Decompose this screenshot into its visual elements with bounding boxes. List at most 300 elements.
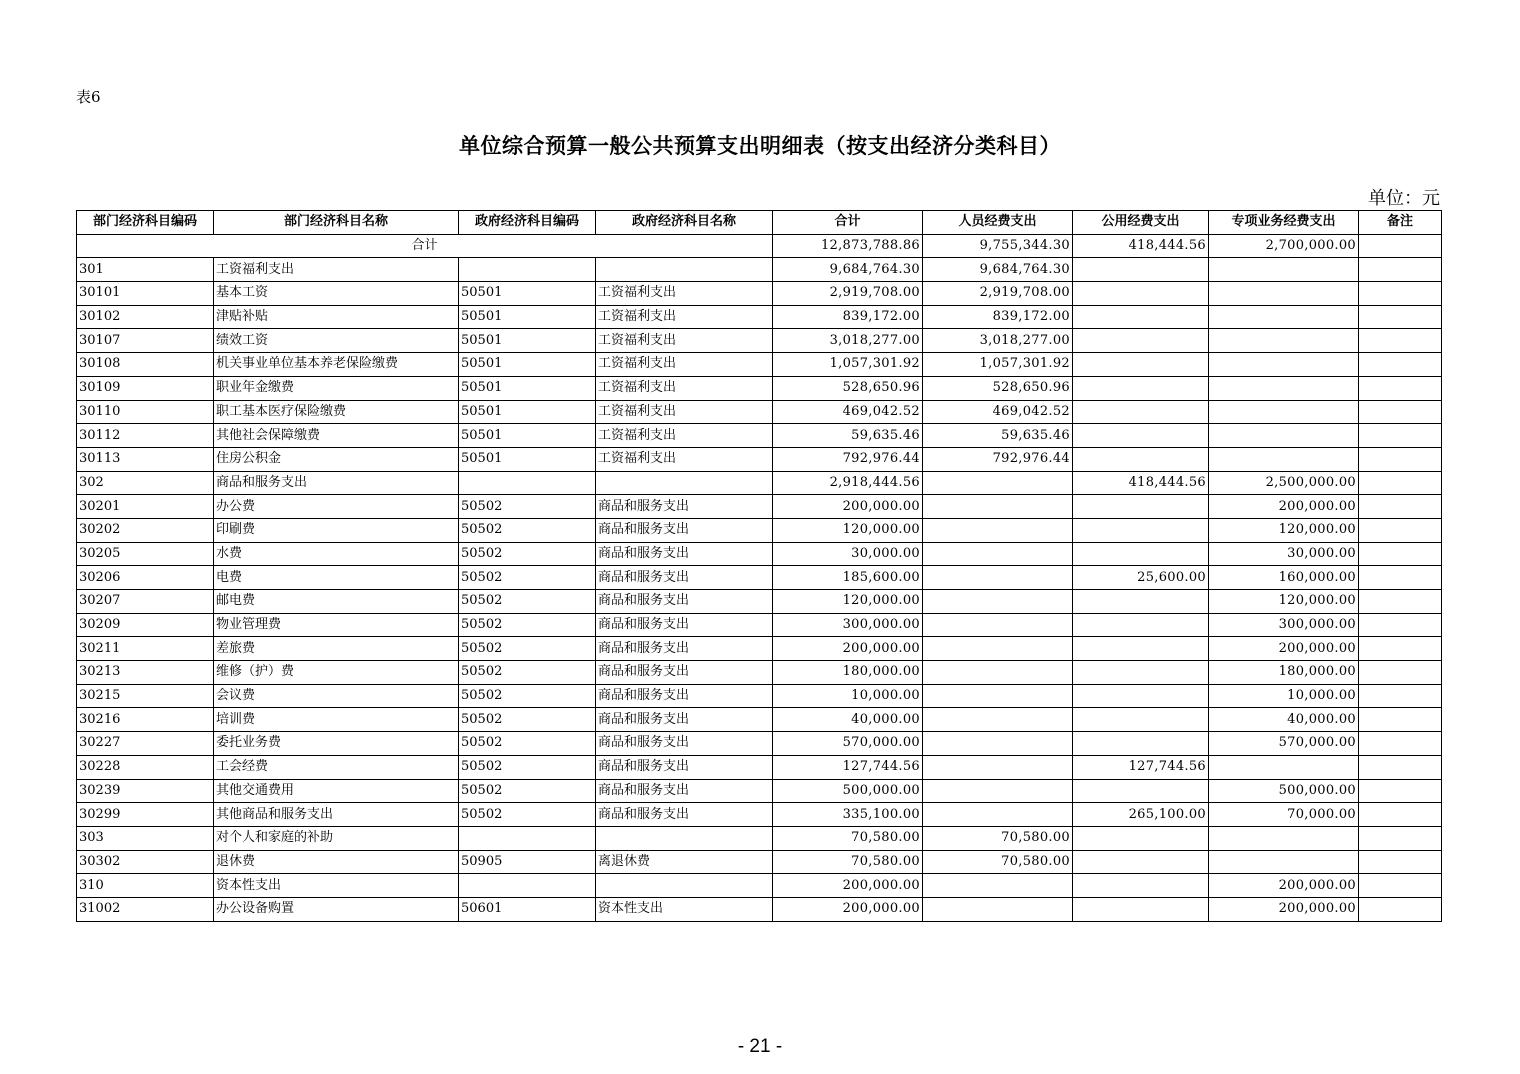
dept-name-cell: 津贴补贴	[214, 305, 459, 329]
gov-name-cell: 工资福利支出	[596, 424, 773, 448]
note-cell	[1359, 566, 1442, 590]
dept-name-cell: 培训费	[214, 708, 459, 732]
note-cell	[1359, 613, 1442, 637]
table-row	[77, 424, 1442, 448]
total-cell: 3,018,277.00	[773, 329, 923, 353]
personnel-cell	[923, 566, 1073, 590]
table-row	[77, 897, 1442, 921]
page-title: 单位综合预算一般公共预算支出明细表（按支出经济分类科目）	[459, 134, 1061, 158]
public-cell	[1073, 282, 1209, 306]
personnel-cell: 3,018,277.00	[923, 329, 1073, 353]
total-cell: 180,000.00	[773, 661, 923, 685]
header-row	[77, 211, 1442, 235]
header-gov-code: 政府经济科目编码	[459, 211, 596, 235]
table-row	[77, 613, 1442, 637]
dept-name-cell: 职工基本医疗保险缴费	[214, 400, 459, 424]
total-personnel: 9,755,344.30	[923, 234, 1073, 258]
gov-code-cell	[459, 826, 596, 850]
public-cell	[1073, 613, 1209, 637]
special-cell: 200,000.00	[1209, 874, 1359, 898]
gov-code-cell: 50502	[459, 684, 596, 708]
note-cell	[1359, 424, 1442, 448]
total-cell: 40,000.00	[773, 708, 923, 732]
dept-code-cell: 30228	[77, 755, 214, 779]
gov-name-cell: 离退休费	[596, 850, 773, 874]
note-cell	[1359, 542, 1442, 566]
public-cell	[1073, 305, 1209, 329]
gov-code-cell	[459, 874, 596, 898]
table-row	[77, 282, 1442, 306]
gov-code-cell: 50601	[459, 897, 596, 921]
gov-code-cell: 50502	[459, 495, 596, 519]
gov-name-cell: 商品和服务支出	[596, 590, 773, 614]
dept-code-cell: 30299	[77, 803, 214, 827]
dept-code-cell: 30216	[77, 708, 214, 732]
gov-code-cell: 50502	[459, 566, 596, 590]
public-cell	[1073, 637, 1209, 661]
personnel-cell	[923, 637, 1073, 661]
dept-name-cell: 水费	[214, 542, 459, 566]
note-cell	[1359, 495, 1442, 519]
special-cell: 70,000.00	[1209, 803, 1359, 827]
total-cell: 335,100.00	[773, 803, 923, 827]
dept-name-cell: 资本性支出	[214, 874, 459, 898]
gov-code-cell: 50501	[459, 447, 596, 471]
table-row	[77, 447, 1442, 471]
total-note	[1359, 234, 1442, 258]
personnel-cell	[923, 684, 1073, 708]
gov-name-cell: 商品和服务支出	[596, 732, 773, 756]
personnel-cell	[923, 495, 1073, 519]
table-label: 表6	[76, 88, 101, 106]
total-cell: 127,744.56	[773, 755, 923, 779]
public-cell	[1073, 732, 1209, 756]
personnel-cell: 469,042.52	[923, 400, 1073, 424]
dept-code-cell: 301	[77, 258, 214, 282]
table-row	[77, 258, 1442, 282]
table-row	[77, 850, 1442, 874]
gov-code-cell: 50501	[459, 400, 596, 424]
gov-name-cell: 工资福利支出	[596, 282, 773, 306]
personnel-cell	[923, 518, 1073, 542]
gov-name-cell: 商品和服务支出	[596, 684, 773, 708]
table-row	[77, 305, 1442, 329]
table-row	[77, 353, 1442, 377]
special-cell: 10,000.00	[1209, 684, 1359, 708]
total-cell: 500,000.00	[773, 779, 923, 803]
table-row	[77, 590, 1442, 614]
personnel-cell	[923, 661, 1073, 685]
public-cell	[1073, 424, 1209, 448]
special-cell: 200,000.00	[1209, 495, 1359, 519]
total-cell: 2,918,444.56	[773, 471, 923, 495]
table-row	[77, 329, 1442, 353]
note-cell	[1359, 779, 1442, 803]
special-cell: 180,000.00	[1209, 661, 1359, 685]
note-cell	[1359, 637, 1442, 661]
table-row	[77, 826, 1442, 850]
dept-name-cell: 办公设备购置	[214, 897, 459, 921]
public-cell	[1073, 874, 1209, 898]
special-cell	[1209, 282, 1359, 306]
gov-code-cell: 50502	[459, 613, 596, 637]
dept-code-cell: 30209	[77, 613, 214, 637]
table-row	[77, 471, 1442, 495]
dept-code-cell: 30113	[77, 447, 214, 471]
special-cell	[1209, 305, 1359, 329]
header-gov-name: 政府经济科目名称	[596, 211, 773, 235]
total-cell: 469,042.52	[773, 400, 923, 424]
note-cell	[1359, 897, 1442, 921]
gov-code-cell: 50502	[459, 590, 596, 614]
total-cell: 792,976.44	[773, 447, 923, 471]
note-cell	[1359, 353, 1442, 377]
gov-name-cell: 工资福利支出	[596, 329, 773, 353]
table-row	[77, 779, 1442, 803]
total-cell: 10,000.00	[773, 684, 923, 708]
special-cell: 200,000.00	[1209, 637, 1359, 661]
note-cell	[1359, 708, 1442, 732]
note-cell	[1359, 282, 1442, 306]
personnel-cell: 1,057,301.92	[923, 353, 1073, 377]
dept-name-cell: 基本工资	[214, 282, 459, 306]
public-cell	[1073, 826, 1209, 850]
dept-code-cell: 30102	[77, 305, 214, 329]
note-cell	[1359, 471, 1442, 495]
dept-name-cell: 其他交通费用	[214, 779, 459, 803]
dept-name-cell: 办公费	[214, 495, 459, 519]
gov-name-cell: 商品和服务支出	[596, 566, 773, 590]
unit-label: 单位：元	[1368, 188, 1440, 209]
gov-code-cell: 50501	[459, 329, 596, 353]
personnel-cell: 70,580.00	[923, 850, 1073, 874]
header-dept-name: 部门经济科目名称	[214, 211, 459, 235]
gov-code-cell: 50502	[459, 803, 596, 827]
special-cell	[1209, 424, 1359, 448]
special-cell: 160,000.00	[1209, 566, 1359, 590]
personnel-cell	[923, 874, 1073, 898]
total-cell: 120,000.00	[773, 518, 923, 542]
gov-name-cell: 商品和服务支出	[596, 518, 773, 542]
dept-name-cell: 绩效工资	[214, 329, 459, 353]
gov-name-cell	[596, 258, 773, 282]
public-cell: 418,444.56	[1073, 471, 1209, 495]
budget-table	[76, 210, 1442, 922]
dept-code-cell: 30108	[77, 353, 214, 377]
special-cell	[1209, 755, 1359, 779]
gov-name-cell: 商品和服务支出	[596, 661, 773, 685]
dept-code-cell: 30302	[77, 850, 214, 874]
dept-code-cell: 30109	[77, 376, 214, 400]
total-cell: 528,650.96	[773, 376, 923, 400]
dept-name-cell: 商品和服务支出	[214, 471, 459, 495]
total-row	[77, 234, 1442, 258]
gov-name-cell: 工资福利支出	[596, 376, 773, 400]
special-cell	[1209, 400, 1359, 424]
gov-name-cell: 商品和服务支出	[596, 779, 773, 803]
table-row	[77, 803, 1442, 827]
public-cell: 265,100.00	[1073, 803, 1209, 827]
gov-name-cell: 商品和服务支出	[596, 755, 773, 779]
page-number: - 21 -	[737, 1036, 783, 1057]
personnel-cell	[923, 471, 1073, 495]
gov-code-cell: 50502	[459, 755, 596, 779]
special-cell	[1209, 826, 1359, 850]
public-cell	[1073, 518, 1209, 542]
gov-code-cell	[459, 258, 596, 282]
public-cell	[1073, 661, 1209, 685]
total-cell: 9,684,764.30	[773, 258, 923, 282]
gov-name-cell: 工资福利支出	[596, 400, 773, 424]
gov-name-cell	[596, 826, 773, 850]
note-cell	[1359, 826, 1442, 850]
table-row	[77, 755, 1442, 779]
dept-code-cell: 30206	[77, 566, 214, 590]
public-cell	[1073, 590, 1209, 614]
dept-name-cell: 电费	[214, 566, 459, 590]
personnel-cell	[923, 542, 1073, 566]
dept-name-cell: 机关事业单位基本养老保险缴费	[214, 353, 459, 377]
table-row	[77, 637, 1442, 661]
dept-code-cell: 30215	[77, 684, 214, 708]
gov-name-cell: 商品和服务支出	[596, 637, 773, 661]
special-cell: 30,000.00	[1209, 542, 1359, 566]
public-cell	[1073, 447, 1209, 471]
special-cell: 300,000.00	[1209, 613, 1359, 637]
gov-name-cell: 商品和服务支出	[596, 708, 773, 732]
special-cell	[1209, 353, 1359, 377]
personnel-cell: 9,684,764.30	[923, 258, 1073, 282]
gov-code-cell: 50502	[459, 732, 596, 756]
gov-name-cell: 商品和服务支出	[596, 495, 773, 519]
dept-code-cell: 30211	[77, 637, 214, 661]
total-cell: 570,000.00	[773, 732, 923, 756]
total-cell: 200,000.00	[773, 897, 923, 921]
gov-name-cell: 工资福利支出	[596, 353, 773, 377]
personnel-cell: 792,976.44	[923, 447, 1073, 471]
personnel-cell: 59,635.46	[923, 424, 1073, 448]
note-cell	[1359, 258, 1442, 282]
header-dept-code: 部门经济科目编码	[77, 211, 214, 235]
gov-code-cell: 50501	[459, 424, 596, 448]
personnel-cell	[923, 779, 1073, 803]
total-cell: 200,000.00	[773, 495, 923, 519]
dept-code-cell: 30110	[77, 400, 214, 424]
header-special: 专项业务经费支出	[1209, 211, 1359, 235]
public-cell	[1073, 376, 1209, 400]
table-row	[77, 684, 1442, 708]
public-cell	[1073, 542, 1209, 566]
public-cell	[1073, 684, 1209, 708]
personnel-cell	[923, 803, 1073, 827]
note-cell	[1359, 329, 1442, 353]
dept-name-cell: 印刷费	[214, 518, 459, 542]
personnel-cell: 839,172.00	[923, 305, 1073, 329]
dept-code-cell: 30207	[77, 590, 214, 614]
dept-name-cell: 差旅费	[214, 637, 459, 661]
personnel-cell	[923, 613, 1073, 637]
total-cell: 839,172.00	[773, 305, 923, 329]
personnel-cell	[923, 897, 1073, 921]
note-cell	[1359, 376, 1442, 400]
public-cell	[1073, 779, 1209, 803]
dept-code-cell: 30201	[77, 495, 214, 519]
personnel-cell	[923, 732, 1073, 756]
special-cell	[1209, 258, 1359, 282]
special-cell	[1209, 376, 1359, 400]
gov-name-cell: 商品和服务支出	[596, 803, 773, 827]
note-cell	[1359, 732, 1442, 756]
gov-code-cell: 50501	[459, 353, 596, 377]
total-label: 合计	[77, 234, 773, 258]
gov-code-cell: 50502	[459, 708, 596, 732]
dept-name-cell: 委托业务费	[214, 732, 459, 756]
note-cell	[1359, 518, 1442, 542]
public-cell	[1073, 495, 1209, 519]
dept-name-cell: 退休费	[214, 850, 459, 874]
total-cell: 120,000.00	[773, 590, 923, 614]
note-cell	[1359, 447, 1442, 471]
header-public: 公用经费支出	[1073, 211, 1209, 235]
personnel-cell: 2,919,708.00	[923, 282, 1073, 306]
note-cell	[1359, 400, 1442, 424]
note-cell	[1359, 874, 1442, 898]
table-row	[77, 732, 1442, 756]
special-cell: 200,000.00	[1209, 897, 1359, 921]
note-cell	[1359, 590, 1442, 614]
public-cell	[1073, 897, 1209, 921]
public-cell	[1073, 258, 1209, 282]
special-cell: 2,500,000.00	[1209, 471, 1359, 495]
table-row	[77, 400, 1442, 424]
note-cell	[1359, 755, 1442, 779]
special-cell	[1209, 850, 1359, 874]
personnel-cell	[923, 708, 1073, 732]
dept-code-cell: 30107	[77, 329, 214, 353]
table-row	[77, 661, 1442, 685]
total-cell: 185,600.00	[773, 566, 923, 590]
total-special: 2,700,000.00	[1209, 234, 1359, 258]
personnel-cell: 70,580.00	[923, 826, 1073, 850]
gov-code-cell: 50502	[459, 661, 596, 685]
special-cell: 40,000.00	[1209, 708, 1359, 732]
gov-code-cell: 50502	[459, 637, 596, 661]
gov-code-cell: 50502	[459, 542, 596, 566]
gov-code-cell	[459, 471, 596, 495]
table-row	[77, 708, 1442, 732]
table-row	[77, 518, 1442, 542]
note-cell	[1359, 803, 1442, 827]
total-cell: 59,635.46	[773, 424, 923, 448]
public-cell	[1073, 329, 1209, 353]
special-cell: 120,000.00	[1209, 518, 1359, 542]
total-cell: 70,580.00	[773, 850, 923, 874]
total-cell: 200,000.00	[773, 874, 923, 898]
gov-name-cell	[596, 874, 773, 898]
gov-name-cell: 商品和服务支出	[596, 613, 773, 637]
gov-name-cell: 商品和服务支出	[596, 542, 773, 566]
dept-name-cell: 职业年金缴费	[214, 376, 459, 400]
dept-code-cell: 302	[77, 471, 214, 495]
table-row	[77, 874, 1442, 898]
dept-code-cell: 31002	[77, 897, 214, 921]
dept-code-cell: 30213	[77, 661, 214, 685]
public-cell	[1073, 708, 1209, 732]
dept-name-cell: 维修（护）费	[214, 661, 459, 685]
dept-name-cell: 住房公积金	[214, 447, 459, 471]
public-cell: 127,744.56	[1073, 755, 1209, 779]
gov-code-cell: 50905	[459, 850, 596, 874]
gov-name-cell: 资本性支出	[596, 897, 773, 921]
gov-name-cell: 工资福利支出	[596, 447, 773, 471]
total-cell: 300,000.00	[773, 613, 923, 637]
table-row	[77, 495, 1442, 519]
total-cell: 30,000.00	[773, 542, 923, 566]
dept-name-cell: 工会经费	[214, 755, 459, 779]
dept-name-cell: 物业管理费	[214, 613, 459, 637]
total-cell: 70,580.00	[773, 826, 923, 850]
total-cell: 2,919,708.00	[773, 282, 923, 306]
table-row	[77, 566, 1442, 590]
dept-code-cell: 30227	[77, 732, 214, 756]
header-personnel: 人员经费支出	[923, 211, 1073, 235]
total-cell: 200,000.00	[773, 637, 923, 661]
dept-name-cell: 其他社会保障缴费	[214, 424, 459, 448]
note-cell	[1359, 305, 1442, 329]
note-cell	[1359, 684, 1442, 708]
dept-name-cell: 会议费	[214, 684, 459, 708]
gov-code-cell: 50502	[459, 779, 596, 803]
dept-code-cell: 303	[77, 826, 214, 850]
special-cell	[1209, 329, 1359, 353]
dept-code-cell: 310	[77, 874, 214, 898]
public-cell	[1073, 353, 1209, 377]
table-row	[77, 376, 1442, 400]
table-row	[77, 542, 1442, 566]
special-cell: 500,000.00	[1209, 779, 1359, 803]
personnel-cell	[923, 755, 1073, 779]
gov-code-cell: 50501	[459, 282, 596, 306]
dept-code-cell: 30239	[77, 779, 214, 803]
total-amount: 12,873,788.86	[773, 234, 923, 258]
dept-code-cell: 30202	[77, 518, 214, 542]
total-cell: 1,057,301.92	[773, 353, 923, 377]
public-cell	[1073, 850, 1209, 874]
note-cell	[1359, 850, 1442, 874]
special-cell: 120,000.00	[1209, 590, 1359, 614]
dept-code-cell: 30112	[77, 424, 214, 448]
special-cell	[1209, 447, 1359, 471]
dept-name-cell: 对个人和家庭的补助	[214, 826, 459, 850]
header-total: 合计	[773, 211, 923, 235]
dept-code-cell: 30205	[77, 542, 214, 566]
dept-name-cell: 工资福利支出	[214, 258, 459, 282]
gov-code-cell: 50501	[459, 305, 596, 329]
public-cell: 25,600.00	[1073, 566, 1209, 590]
public-cell	[1073, 400, 1209, 424]
gov-name-cell	[596, 471, 773, 495]
dept-name-cell: 邮电费	[214, 590, 459, 614]
header-note: 备注	[1359, 211, 1442, 235]
dept-name-cell: 其他商品和服务支出	[214, 803, 459, 827]
gov-code-cell: 50502	[459, 518, 596, 542]
special-cell: 570,000.00	[1209, 732, 1359, 756]
personnel-cell	[923, 590, 1073, 614]
gov-code-cell: 50501	[459, 376, 596, 400]
gov-name-cell: 工资福利支出	[596, 305, 773, 329]
personnel-cell: 528,650.96	[923, 376, 1073, 400]
dept-code-cell: 30101	[77, 282, 214, 306]
